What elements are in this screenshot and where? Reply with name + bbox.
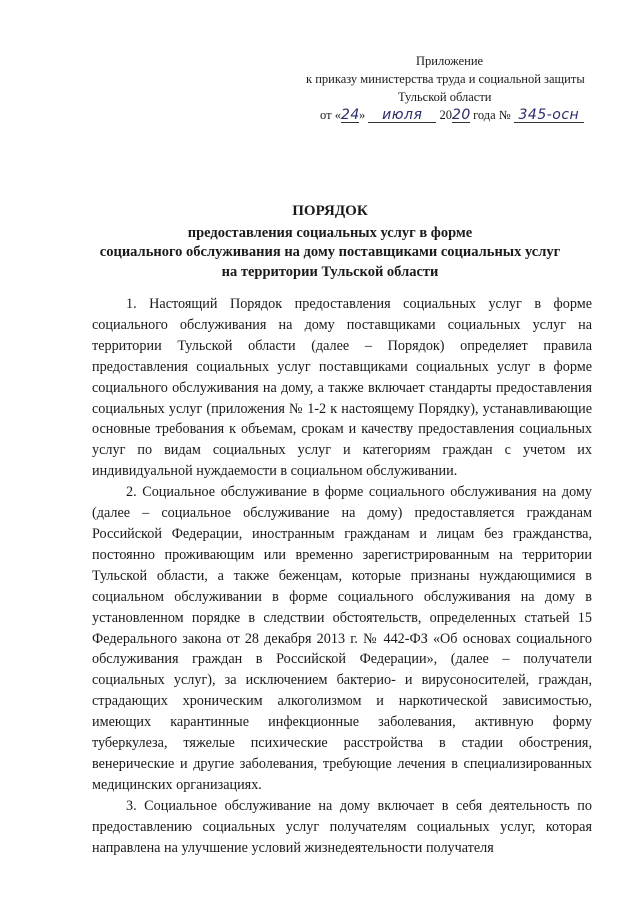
appendix-date-number-line (300, 106, 610, 124)
paragraph-2: 2. Социальное обслуживание в форме социального обслуживания на дому (далее – социальное обслуживание на дому) предоставляется гражданам Российской Федерации, иностранным гражданам и лицам без гражданства, постоянно проживающим или временно зарегистрированным на территории Тульской области, а также беженцам, которые признаны нуждающимися в социальном обслуживании в форме социального обслуживания на дому в установленном порядке в следствии обстоятельств, определенных статьей 15 Федерального закона от 28 декабря 2013 г. № 442-ФЗ «Об основах социального обслуживания граждан в Российской Федерации», (далее – получатели социальных услуг), за исключением бактерио- и вирусоносителей, граждан, страдающих хроническим алкоголизмом и наркотической зависимостью, имеющих карантинные инфекционные заболевания, активную форму туберкулеза, тяжелые психические расстройства в стадии обострения, венерические и другие заболевания, требующие лечения в специализированных медицинских организациях. (92, 484, 592, 793)
document-body (92, 294, 592, 858)
date-day-handwritten: 24 (340, 107, 360, 123)
from-label: от (320, 108, 332, 122)
title-main: ПОРЯДОК (292, 203, 368, 219)
title-line-2: социального обслуживания на дому поставщиками социальных услуг (99, 244, 561, 260)
title-line-1: предоставления социальных услуг в форме (187, 224, 473, 241)
appendix-label: Приложение (416, 54, 484, 68)
paragraph-1: 1. Настоящий Порядок предоставления социальных услуг в форме социального обслуживания на дому поставщиками социальных услуг на территории Тульской области (далее – Порядок) определяет правила предоставления социальных услуг поставщиками социальных услуг в форме социального обслуживания на дому, а также включает стандарты предоставления социальных услуг (приложения № 1-2 к настоящему Порядку), устанавливающие основные требования к объемам, срокам и качеству предоставления социальных услуг по видам социальных услуг и категориям граждан с учетом их индивидуальной нуждаемости в социальном обслуживании. (92, 296, 592, 480)
paragraph-3: 3. Социальное обслуживание на дому включает в себя деятельность по предоставлению социальных услуг получателям социальных услуг, которая направлена на улучшение условий жизнедеятельности получателя (92, 797, 592, 856)
order-number-handwritten: 345-осн (514, 108, 584, 123)
date-month-handwritten: июля (368, 108, 436, 123)
appendix-header (300, 52, 610, 124)
quote-open: « (334, 108, 341, 122)
year-prefix: 20 (439, 108, 452, 122)
date-year-handwritten: 20 (451, 107, 471, 123)
document-title (60, 202, 600, 282)
appendix-order-ref: к приказу министерства труда и социальной защиты (306, 72, 585, 86)
appendix-region: Тульской области (398, 90, 492, 104)
title-line-3: на территории Тульской области (221, 263, 439, 280)
quote-close: » (358, 108, 366, 122)
year-number-label: года № (473, 108, 511, 122)
